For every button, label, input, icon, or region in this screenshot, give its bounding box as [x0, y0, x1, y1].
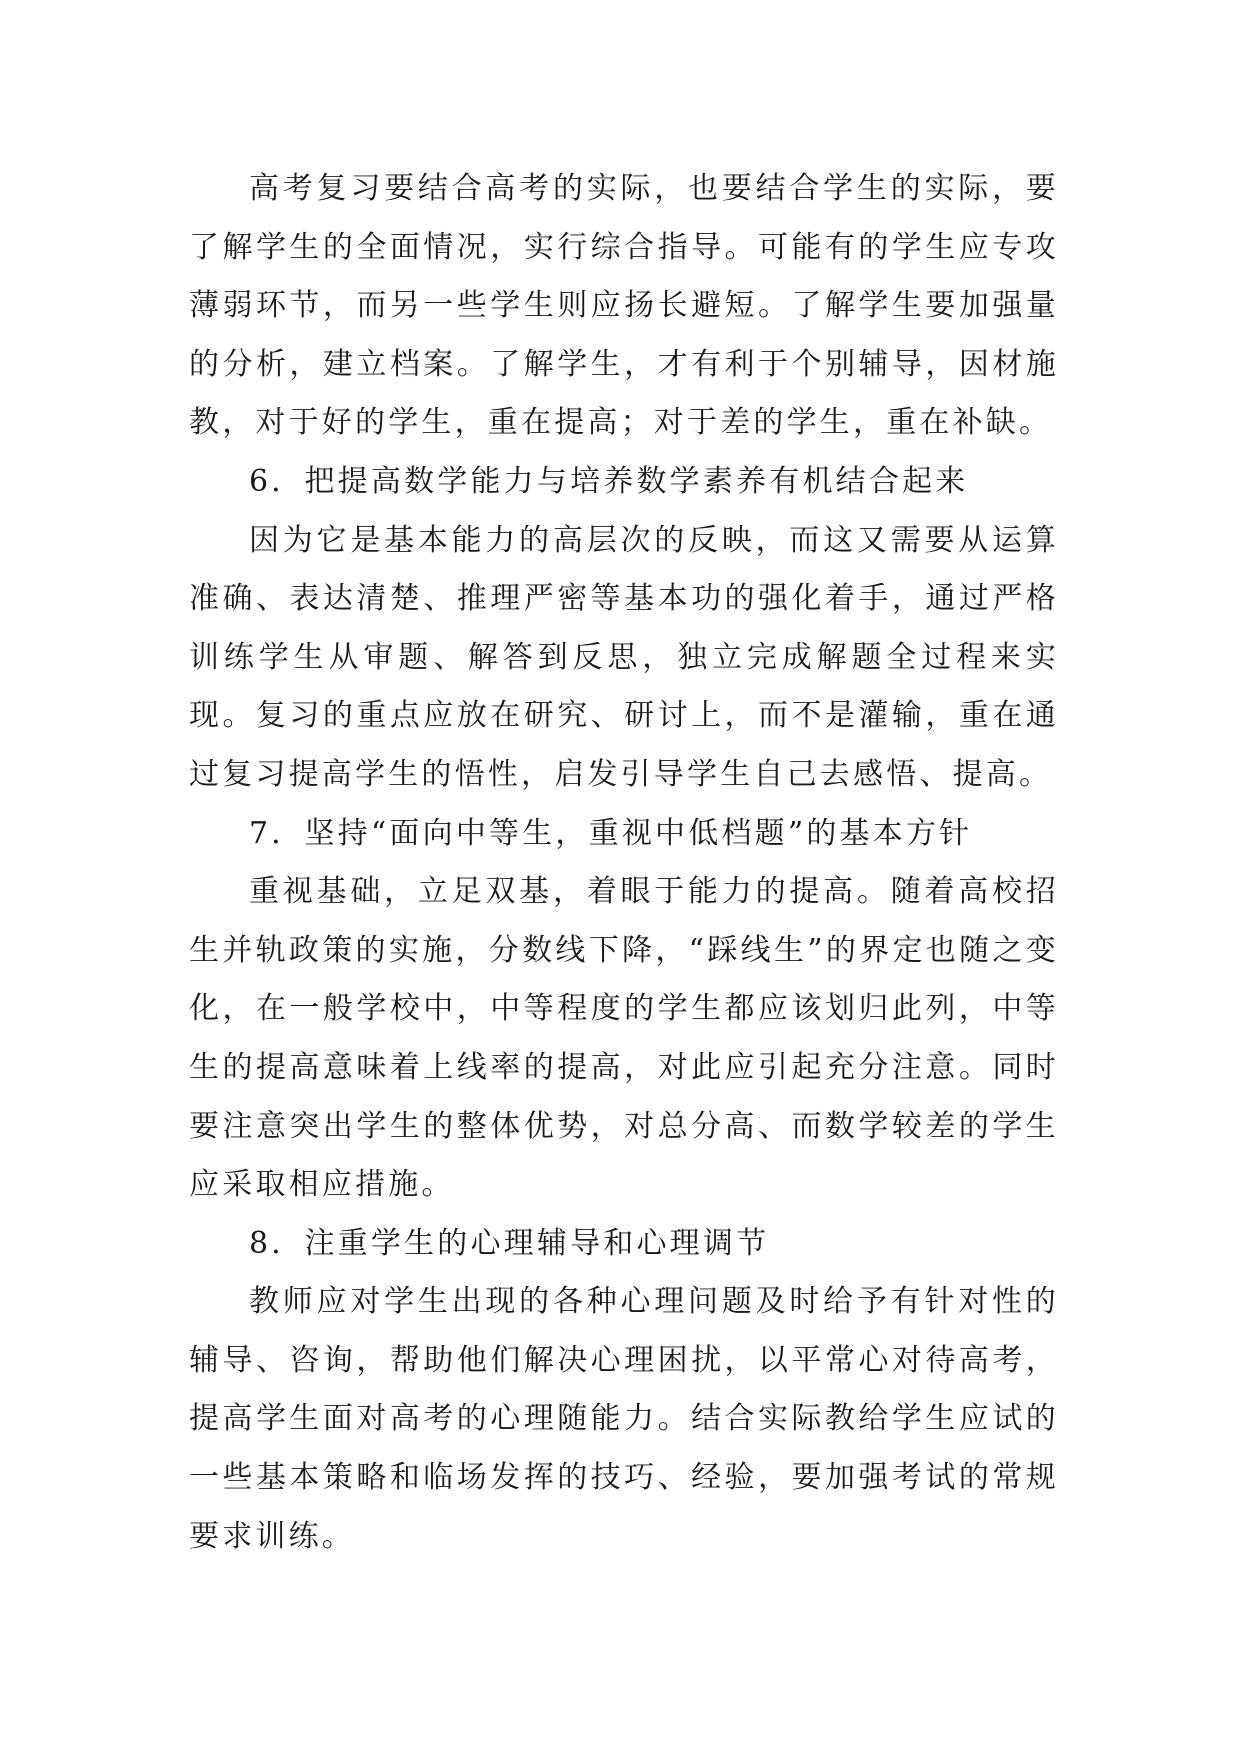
- paragraph-psychological-guidance: 教师应对学生出现的各种心理问题及时给予有针对性的辅导、咨询，帮助他们解决心理困扰，以平常心对待高考，提高学生面对高考的心理随能力。结合实际教给学生应试的一些基本策略和临场发挥的技巧、经验，要加强考试的常规要求训练。: [189, 1284, 1059, 1554]
- section-heading-7: 7．坚持“面向中等生，重视中低档题”的基本方针: [249, 815, 973, 851]
- document-body: [189, 160, 1059, 1566]
- paragraph-math-ability: 因为它是基本能力的高层次的反映，而这又需要从运算准确、表达清楚、推理严密等基本功的强化着手，通过严格训练学生从审题、解答到反思，独立完成解题全过程来实现。复习的重点应放在研究、研讨上，而不是灌输，重在通过复习提高学生的悟性，启发引导学生自己去感悟、提高。: [189, 522, 1059, 792]
- section-heading-6: 6．把提高数学能力与培养数学素养有机结合起来: [249, 463, 969, 499]
- paragraph-review-guidance: 高考复习要结合高考的实际，也要结合学生的实际，要了解学生的全面情况，实行综合指导。可能有的学生应专攻薄弱环节，而另一些学生则应扬长避短。了解学生要加强量的分析，建立档案。了解学生，才有利于个别辅导，因材施教，对于好的学生，重在提高；对于差的学生，重在补缺。: [189, 171, 1059, 441]
- section-heading-8: 8．注重学生的心理辅导和心理调节: [249, 1225, 770, 1261]
- paragraph-middle-students: 重视基础，立足双基，着眼于能力的提高。随着高校招生并轨政策的实施，分数线下降，“踩线生”的界定也随之变化，在一般学校中，中等程度的学生都应该划归此列，中等生的提高意味着上线率的提高，对此应引起充分注意。同时要注意突出学生的整体优势，对总分高、而数学较差的学生应采取相应措施。: [189, 874, 1059, 1203]
